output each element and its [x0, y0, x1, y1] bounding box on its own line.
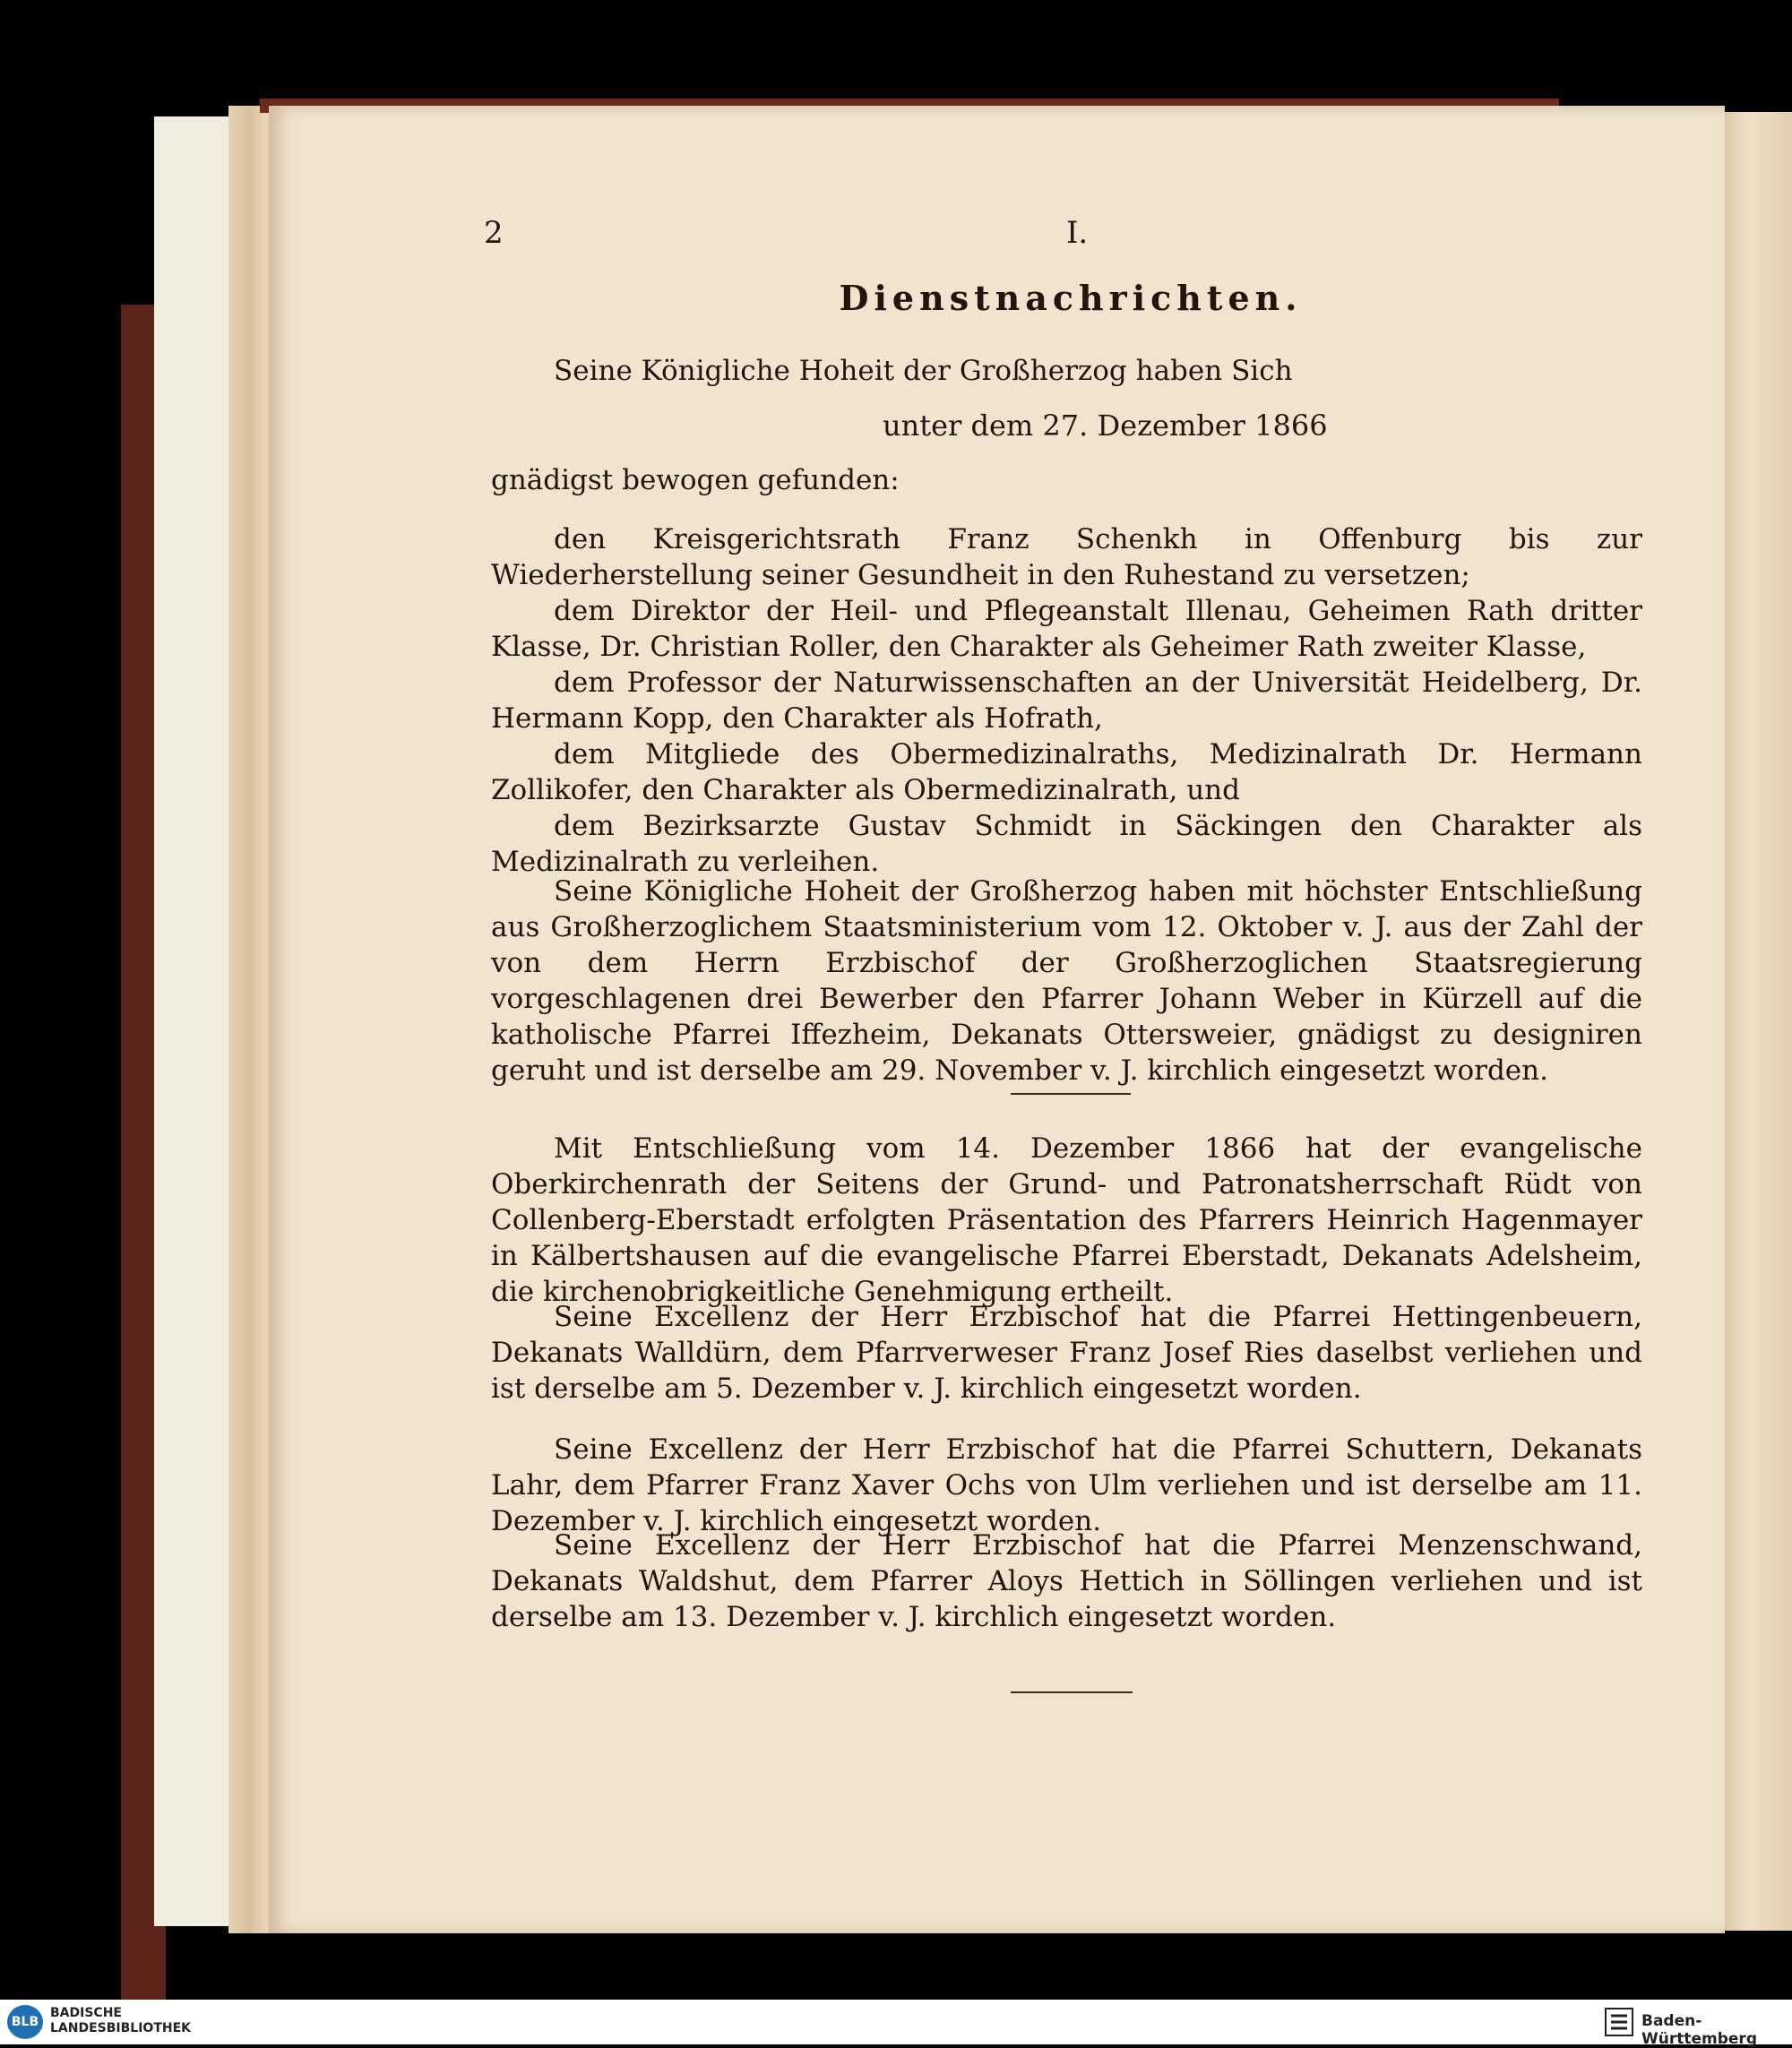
library-name-line1: BADISCHE: [50, 2006, 122, 2020]
page-title: Dienstnachrichten.: [839, 278, 1303, 318]
appointments-list: [491, 521, 1642, 880]
blb-logo-icon[interactable]: BLB: [7, 2005, 43, 2039]
state-name[interactable]: Baden-Württemberg: [1641, 2012, 1757, 2048]
paragraph-6: [491, 1527, 1642, 1635]
paragraph-4: [491, 1299, 1642, 1407]
library-name-line2: LANDESBIBLIOTHEK: [50, 2021, 192, 2035]
intro-end-text: gnädigst bewogen gefunden:: [491, 464, 900, 496]
list-item: den Kreisgerichtsrath Franz Schenkh in Offenburg bis zur Wiederherstellung seiner Gesundheit in den Ruhestand zu versetzen;: [491, 523, 1642, 591]
paragraph-3: [491, 1131, 1642, 1310]
paragraph-5: [491, 1432, 1642, 1539]
separator-rule: [1011, 1093, 1131, 1095]
paragraph-text: Seine Excellenz der Herr Erzbischof hat die Pfarrei Hettingenbeuern, Dekanats Walldürn, dem Pfarrverweser Franz Josef Ries daselbst verliehen und ist derselbe am 5. Dezember v. J. kirchlich eingesetzt worden.: [491, 1301, 1642, 1405]
paragraph-text: Seine Königliche Hoheit der Großherzog haben mit höchster Entschließung aus Großherzoglichem Staatsministerium vom 12. Oktober v. J. aus der Zahl der von dem Herrn Erzbischof der Großherzoglichen Staatsregierung vorgeschlagenen drei Bewerber den Pfarrer Johann Weber in Kürzell auf die katholische Pfarrei Iffezheim, Dekanats Ottersweier, gnädigst zu designiren geruht und ist derselbe am 29. November v. J. kirchlich eingesetzt worden.: [491, 875, 1642, 1087]
list-item: dem Bezirksarzte Gustav Schmidt in Säckingen den Charakter als Medizinalrath zu verleihen.: [491, 810, 1642, 878]
intro-line: [491, 353, 1642, 389]
paragraph-text: Seine Excellenz der Herr Erzbischof hat die Pfarrei Schuttern, Dekanats Lahr, dem Pfarrer Franz Xaver Ochs von Ulm verliehen und ist derselbe am 11. Dezember v. J. kirchlich eingesetzt worden.: [491, 1433, 1642, 1537]
list-item: dem Direktor der Heil- und Pflegeanstalt Illenau, Geheimen Rath dritter Klasse, Dr. Christian Roller, den Charakter als Geheimer Rath zweiter Klasse,: [491, 595, 1642, 663]
date-line: unter dem 27. Dezember 1866: [883, 409, 1328, 443]
paragraph-text: Mit Entschließung vom 14. Dezember 1866 hat der evangelische Oberkirchenrath der Seitens der Grund- und Patronatsherrschaft Rüdt von Collenberg-Eberstadt erfolgten Präsentation des Pfarrers Heinrich Hagenmayer in Kälbertshausen auf die evangelische Pfarrei Eberstadt, Dekanats Adelsheim, die kirchenobrigkeitliche Genehmigung ertheilt.: [491, 1132, 1642, 1308]
paragraph-text: Seine Excellenz der Herr Erzbischof hat die Pfarrei Menzenschwand, Dekanats Waldshut, dem Pfarrer Aloys Hettich in Söllingen verliehen und ist derselbe am 13. Dezember v. J. kirchlich eingesetzt worden.: [491, 1529, 1642, 1633]
paragraph-2: [491, 873, 1642, 1089]
page-number: 2: [484, 215, 504, 251]
end-rule: [1011, 1691, 1133, 1693]
section-number: I.: [1066, 215, 1089, 251]
footer-bar: [0, 2000, 1792, 2048]
list-item: dem Mitgliede des Obermedizinalraths, Medizinalrath Dr. Hermann Zollikofer, den Charakter als Obermedizinalrath, und: [491, 738, 1642, 806]
library-name[interactable]: [50, 2006, 191, 2036]
intro-end-line: [491, 462, 1642, 498]
intro-text: Seine Königliche Hoheit der Großherzog haben Sich: [554, 355, 1293, 387]
next-page-edge: [1720, 112, 1792, 1931]
list-item: dem Professor der Naturwissenschaften an der Universität Heidelberg, Dr. Hermann Kopp, den Charakter als Hofrath,: [491, 667, 1642, 735]
bw-coat-of-arms-icon[interactable]: [1604, 2007, 1634, 2037]
